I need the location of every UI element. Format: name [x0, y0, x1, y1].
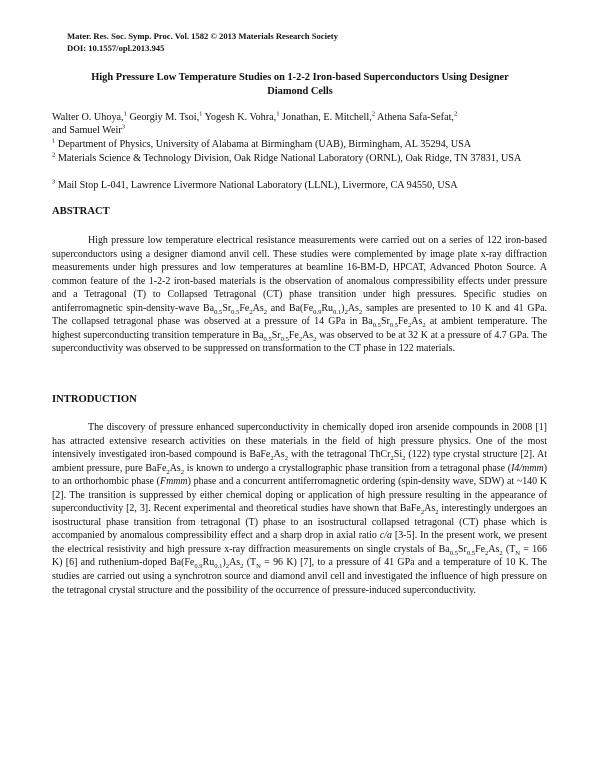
text: is known to undergo a crystallographic phase transition from a tetragonal phase ( — [184, 462, 512, 474]
affiliation-mark: 1 — [123, 110, 127, 118]
affiliation-mark: 3 — [121, 124, 126, 132]
text: ) to an orthorhombic phase ( — [52, 462, 547, 488]
affiliation-text: Mail Stop L-041, Lawrence Livermore National Laboratory (LLNL), Livermore, CA 94550, USA — [55, 180, 458, 191]
text: Ru — [321, 302, 333, 314]
affiliation-mark: 1 — [199, 110, 203, 118]
affiliation-3 — [52, 179, 552, 192]
subscript: 2 — [407, 322, 412, 330]
author-list — [52, 111, 552, 138]
introduction-paragraph — [52, 421, 547, 597]
text: ) — [341, 302, 345, 314]
subscript: 2 — [225, 563, 230, 571]
affiliation-1 — [52, 138, 552, 151]
text: interestingly undergoes an isostructural phase transition from tetragonal (T) phase to an isostructural collapsed tetragonal (CT) phase which is accompanied by anomalous compressibility effect and a sharp drop in axial ratio — [52, 503, 547, 542]
author: Georgiy M. Tsoi, — [126, 112, 200, 123]
title-line-2: Diamond Cells — [267, 85, 333, 97]
text: As — [252, 302, 264, 314]
subscript: 2 — [420, 509, 425, 517]
doi: DOI: 10.1557/opl.2013.945 — [67, 43, 165, 53]
text: at ambient temperature. The highest superconducting transition temperature in Ba — [52, 316, 547, 341]
author: Yogesh K. Vohra, — [202, 112, 277, 123]
subscript: 2 — [344, 308, 348, 316]
subscript: 2 — [180, 468, 185, 476]
text: Sr — [271, 329, 281, 341]
subscript: 2 — [390, 455, 394, 463]
text: As — [488, 543, 500, 555]
abstract-paragraph — [52, 234, 547, 356]
text: The discovery of pressure enhanced superconductivity in chemically doped iron arsenide compounds in 2008 [1] has attracted extensive research activities on these materials in the field of high pressure physics. One of the most intensively investigated iron-based compound is BaFe — [52, 422, 547, 461]
text: (T — [243, 557, 257, 569]
text: As — [229, 557, 241, 569]
journal-citation: Mater. Res. Soc. Symp. Proc. Vol. 1582 © 2013 Materials Research Society — [67, 31, 338, 41]
subscript: 0.5 — [214, 308, 223, 316]
text: Si — [393, 449, 403, 461]
subscript: 2 — [499, 549, 503, 557]
text: = 166 K) [6] and ruthenium-doped Ba(Fe — [52, 543, 547, 569]
text: As — [302, 329, 314, 341]
subscript: 2 — [284, 455, 288, 463]
subscript: 0.5 — [231, 308, 240, 316]
text: Sr — [380, 316, 390, 328]
space-group: Fmmm — [160, 476, 188, 488]
author: Walter O. Uhoya, — [52, 112, 124, 123]
title-line-1: High Pressure Low Temperature Studies on 1-2-2 Iron-based Superconductors Using Designer — [91, 72, 509, 83]
text: = 96 K) [7], to a pressure of 41 GPa and a temperature of 10 K. The studies are carried out using a synchrotron source and diamond anvil cell and investigated the influence of high pressure on the tetragonal crystal structure and the possibility of the occurrence of pressure-induced superconductivity. — [52, 557, 547, 596]
subscript: 2 — [435, 509, 439, 517]
text: As — [273, 449, 285, 461]
subscript: 0.9 — [313, 308, 322, 316]
text: Fe — [239, 302, 250, 314]
text: and Ba(Fe — [266, 302, 314, 314]
subscript: 2 — [358, 308, 363, 316]
axial-ratio: c/a — [379, 530, 392, 542]
space-group: I4/mmm — [511, 462, 544, 474]
text: Fe — [398, 316, 408, 328]
subscript: 0.1 — [333, 308, 342, 316]
text: Ru — [202, 557, 215, 569]
subscript: 2 — [313, 335, 317, 343]
subscript: 2 — [422, 322, 426, 330]
affiliation-2 — [52, 152, 552, 165]
text: Sr — [457, 543, 467, 555]
subscript: 2 — [166, 468, 170, 476]
subscript: 2 — [298, 335, 303, 343]
subscript: 0.5 — [372, 322, 381, 330]
text: As — [411, 316, 423, 328]
introduction-heading: INTRODUCTION — [52, 394, 137, 405]
subscript: 0.5 — [449, 549, 458, 557]
affiliation-mark: 2 — [453, 110, 458, 118]
subscript: 2 — [402, 455, 406, 463]
subscript: 0.5 — [389, 322, 399, 330]
subscript: 0.5 — [263, 335, 272, 343]
author: Athena Safa-Sefat, — [375, 112, 454, 123]
subscript: 0.1 — [214, 563, 223, 571]
text: (122) type crystal structure [2]. At ambient pressure, pure BaFe — [52, 449, 547, 474]
affiliation-text: Department of Physics, University of Alabama at Birmingham (UAB), Birmingham, AL 35294, USA — [55, 139, 472, 150]
text: was observed to be at 32 K at a pressure of 4.7 GPa. The superconductivity was observed to be suppressed on transformation to the CT phase in 122 materials. — [52, 329, 547, 355]
subscript: N — [515, 549, 521, 557]
subscript: 2 — [240, 563, 244, 571]
affiliation-mark: 1 — [52, 137, 56, 145]
text: [3-5]. In the present work, we present the electrical resistivity and high pressure x-ray diffraction measurements on single crystals of Ba — [52, 530, 548, 555]
text: As — [424, 503, 436, 515]
subscript: 2 — [249, 308, 253, 316]
affiliation-mark: 2 — [371, 110, 376, 118]
text: ) — [222, 557, 226, 569]
text: Fe — [475, 543, 486, 555]
paper-title — [40, 71, 560, 98]
text: Fe — [288, 329, 299, 341]
subscript: N — [256, 563, 261, 571]
author: and Samuel Weir — [52, 125, 122, 137]
text: As — [347, 302, 359, 314]
affiliation-mark: 3 — [52, 178, 56, 186]
text: As — [169, 462, 181, 474]
subscript: 2 — [263, 308, 267, 316]
affiliation-mark: 2 — [52, 151, 56, 159]
subscript: 0.9 — [194, 563, 203, 571]
subscript: 2 — [485, 549, 489, 557]
text: ) phase and a concurrent antiferromagnetic ordering (spin-density wave, SDW) at ~140 K [2]. The transition is suppressed by either chemical doping or application of high pressure resulting in the appearance of superconductivity [2, 3]. Recent experimental and theoretical studies have shown that BaFe — [52, 476, 548, 515]
author: Jonathan, E. Mitchell, — [279, 112, 372, 123]
text: with the tetragonal ThCr — [287, 449, 391, 461]
affiliation-text: Materials Science & Technology Division, Oak Ridge National Laboratory (ORNL), Oak Ridge, TN 37831, USA — [55, 153, 522, 164]
subscript: 0.5 — [280, 335, 289, 343]
text: samples are presented to 10 K and 41 GPa. The collapsed tetragonal phase was observed at a pressure of 14 GPa in Ba — [52, 302, 548, 328]
text: Sr — [222, 302, 232, 314]
text: High pressure low temperature electrical resistance measurements were carried out on a series of 122 iron-based superconductors using a designer diamond anvil cell. These studies were complemented by image plate x-ray diffraction measurements under high pressures and low temperatures at beamline 16-BM-D, HPCAT, Advanced Photon Source. A common feature of the 1-2-2 iron-based materials is the observation of anomalous compressibility effects under pressure and a Tetragonal (T) to Collapsed Tetragonal (CT) phase transition under high pressures. Specific studies on antiferromagnetic spin-density-wave Ba — [52, 235, 547, 314]
abstract-heading: ABSTRACT — [52, 206, 110, 217]
text: (T — [502, 543, 516, 555]
subscript: 0.5 — [466, 549, 476, 557]
subscript: 2 — [270, 455, 274, 463]
journal-header — [67, 30, 338, 54]
affiliation-mark: 1 — [276, 110, 280, 118]
